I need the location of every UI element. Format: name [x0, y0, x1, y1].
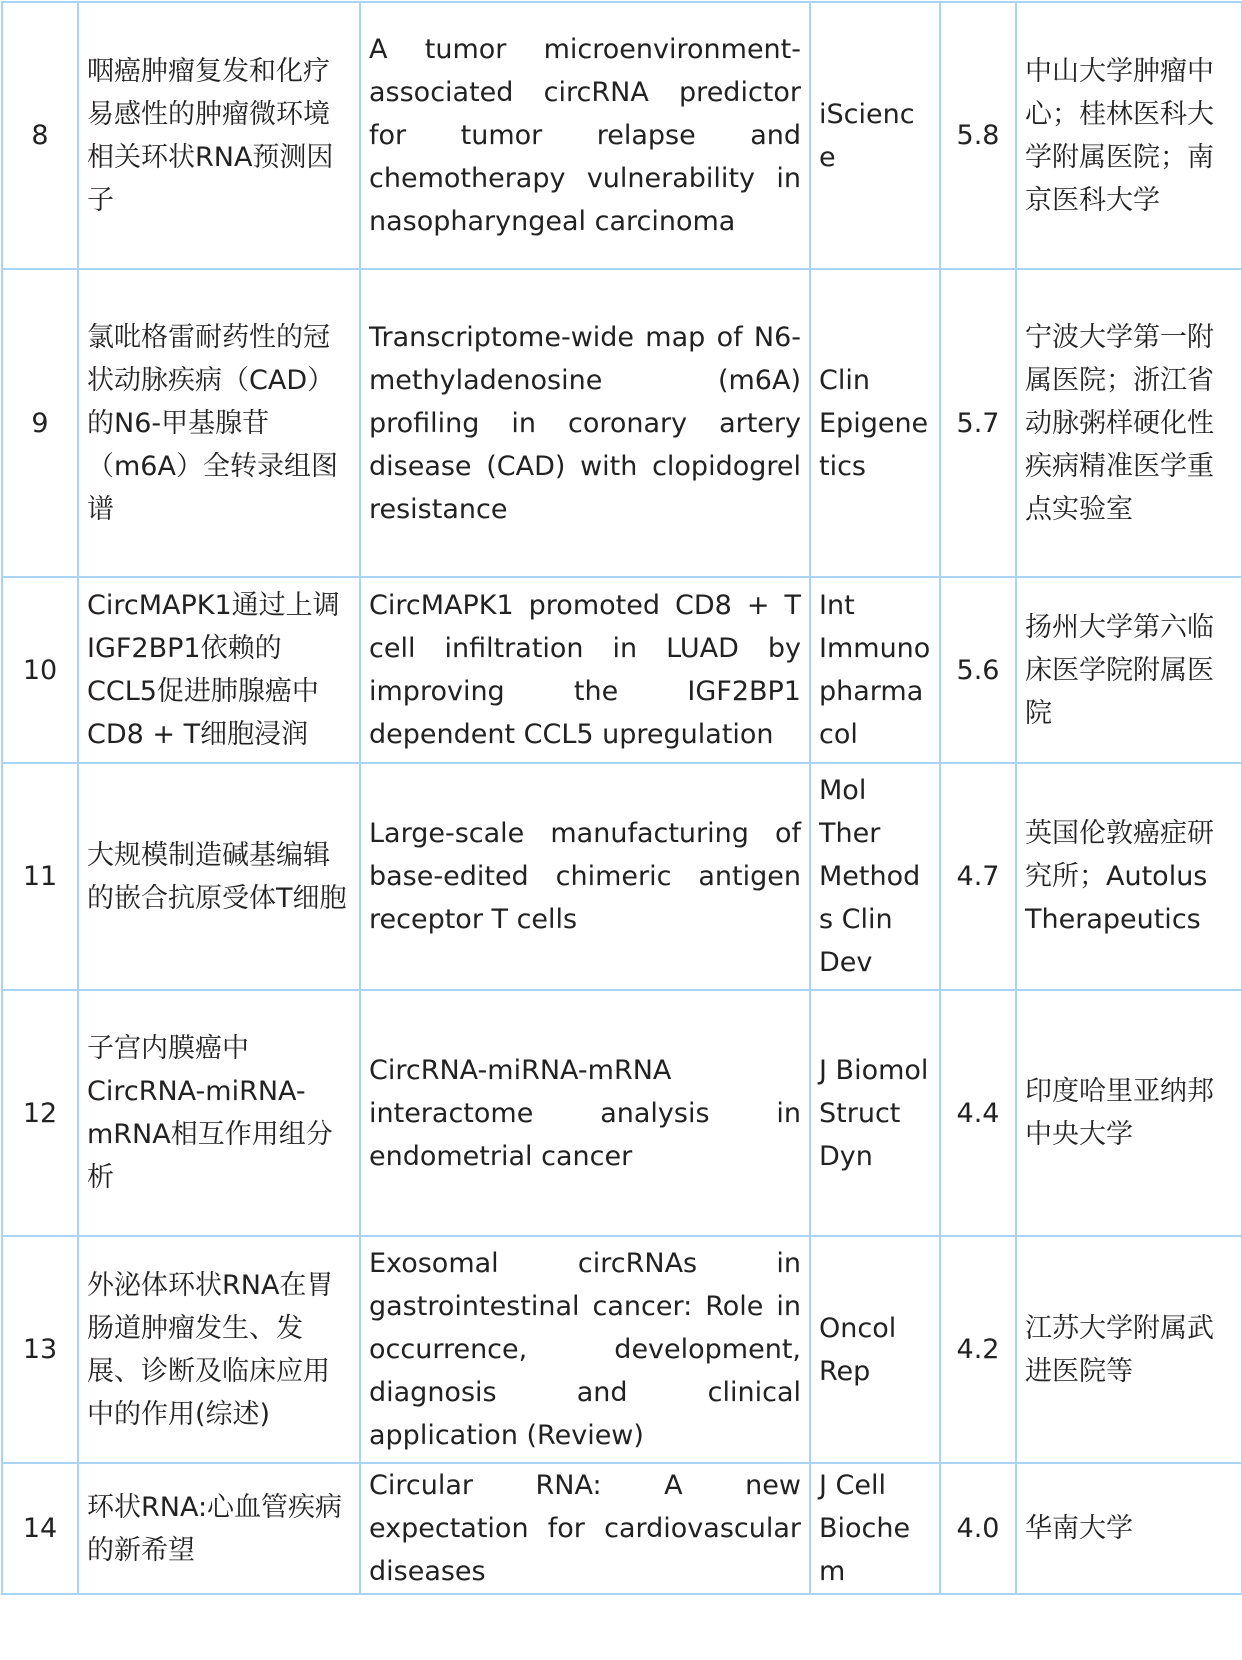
- row-index: 8: [2, 2, 78, 269]
- impact-factor: 5.7: [940, 269, 1016, 577]
- title-chinese: 外泌体环状RNA在胃肠道肿瘤发生、发展、诊断及临床应用中的作用(综述): [78, 1236, 360, 1463]
- impact-factor: 4.4: [940, 990, 1016, 1236]
- title-chinese: 环状RNA:心血管疾病的新希望: [78, 1463, 360, 1594]
- table-row: [2, 269, 1242, 577]
- table-row: [2, 577, 1242, 763]
- title-chinese: 氯吡格雷耐药性的冠状动脉疾病（CAD）的N6-甲基腺苷（m6A）全转录组图谱: [78, 269, 360, 577]
- journal-name: Clin Epigenetics: [810, 269, 940, 577]
- row-index: 11: [2, 763, 78, 990]
- institution: 中山大学肿瘤中心；桂林医科大学附属医院；南京医科大学: [1016, 2, 1242, 269]
- table-row: [2, 990, 1242, 1236]
- journal-name: J Biomol Struct Dyn: [810, 990, 940, 1236]
- journal-name: Int Immunopharmacol: [810, 577, 940, 763]
- impact-factor: 5.8: [940, 2, 1016, 269]
- institution: 华南大学: [1016, 1463, 1242, 1594]
- table-row: [2, 1463, 1242, 1594]
- journal-name: J Cell Biochem: [810, 1463, 940, 1594]
- row-index: 12: [2, 990, 78, 1236]
- title-chinese: 子宫内膜癌中CircRNA-miRNA-mRNA相互作用组分析: [78, 990, 360, 1236]
- title-english: Circular RNA: A new expectation for cardiovascular diseases: [360, 1463, 810, 1594]
- title-english: Exosomal circRNAs in gastrointestinal cancer: Role in occurrence, development, diagnosis and clinical application (Review): [360, 1236, 810, 1463]
- table-row: [2, 2, 1242, 269]
- impact-factor: 4.7: [940, 763, 1016, 990]
- institution: 扬州大学第六临床医学院附属医院: [1016, 577, 1242, 763]
- journal-name: Oncol Rep: [810, 1236, 940, 1463]
- institution: 英国伦敦癌症研究所；Autolus Therapeutics: [1016, 763, 1242, 990]
- title-chinese: 大规模制造碱基编辑的嵌合抗原受体T细胞: [78, 763, 360, 990]
- table-row: [2, 1236, 1242, 1463]
- institution: 印度哈里亚纳邦中央大学: [1016, 990, 1242, 1236]
- institution: 江苏大学附属武进医院等: [1016, 1236, 1242, 1463]
- title-english: Large-scale manufacturing of base-edited chimeric antigen receptor T cells: [360, 763, 810, 990]
- journal-name: iScience: [810, 2, 940, 269]
- table-row: [2, 763, 1242, 990]
- row-index: 9: [2, 269, 78, 577]
- title-english: Transcriptome-wide map of N6-methyladenosine (m6A) profiling in coronary artery disease (CAD) with clopidogrel resistance: [360, 269, 810, 577]
- row-index: 10: [2, 577, 78, 763]
- impact-factor: 4.0: [940, 1463, 1016, 1594]
- title-english: CircMAPK1 promoted CD8 + T cell infiltration in LUAD by improving the IGF2BP1 dependent CCL5 upregulation: [360, 577, 810, 763]
- title-english: A tumor microenvironment-associated circRNA predictor for tumor relapse and chemotherapy vulnerability in nasopharyngeal carcinoma: [360, 2, 810, 269]
- impact-factor: 4.2: [940, 1236, 1016, 1463]
- institution: 宁波大学第一附属医院；浙江省动脉粥样硬化性疾病精准医学重点实验室: [1016, 269, 1242, 577]
- title-english: CircRNA-miRNA-mRNA interactome analysis in endometrial cancer: [360, 990, 810, 1236]
- title-chinese: 咽癌肿瘤复发和化疗易感性的肿瘤微环境相关环状RNA预测因子: [78, 2, 360, 269]
- title-chinese: CircMAPK1通过上调IGF2BP1依赖的CCL5促进肺腺癌中CD8 + T细胞浸润: [78, 577, 360, 763]
- papers-table: [1, 1, 1242, 1595]
- row-index: 13: [2, 1236, 78, 1463]
- row-index: 14: [2, 1463, 78, 1594]
- impact-factor: 5.6: [940, 577, 1016, 763]
- journal-name: Mol Ther Methods Clin Dev: [810, 763, 940, 990]
